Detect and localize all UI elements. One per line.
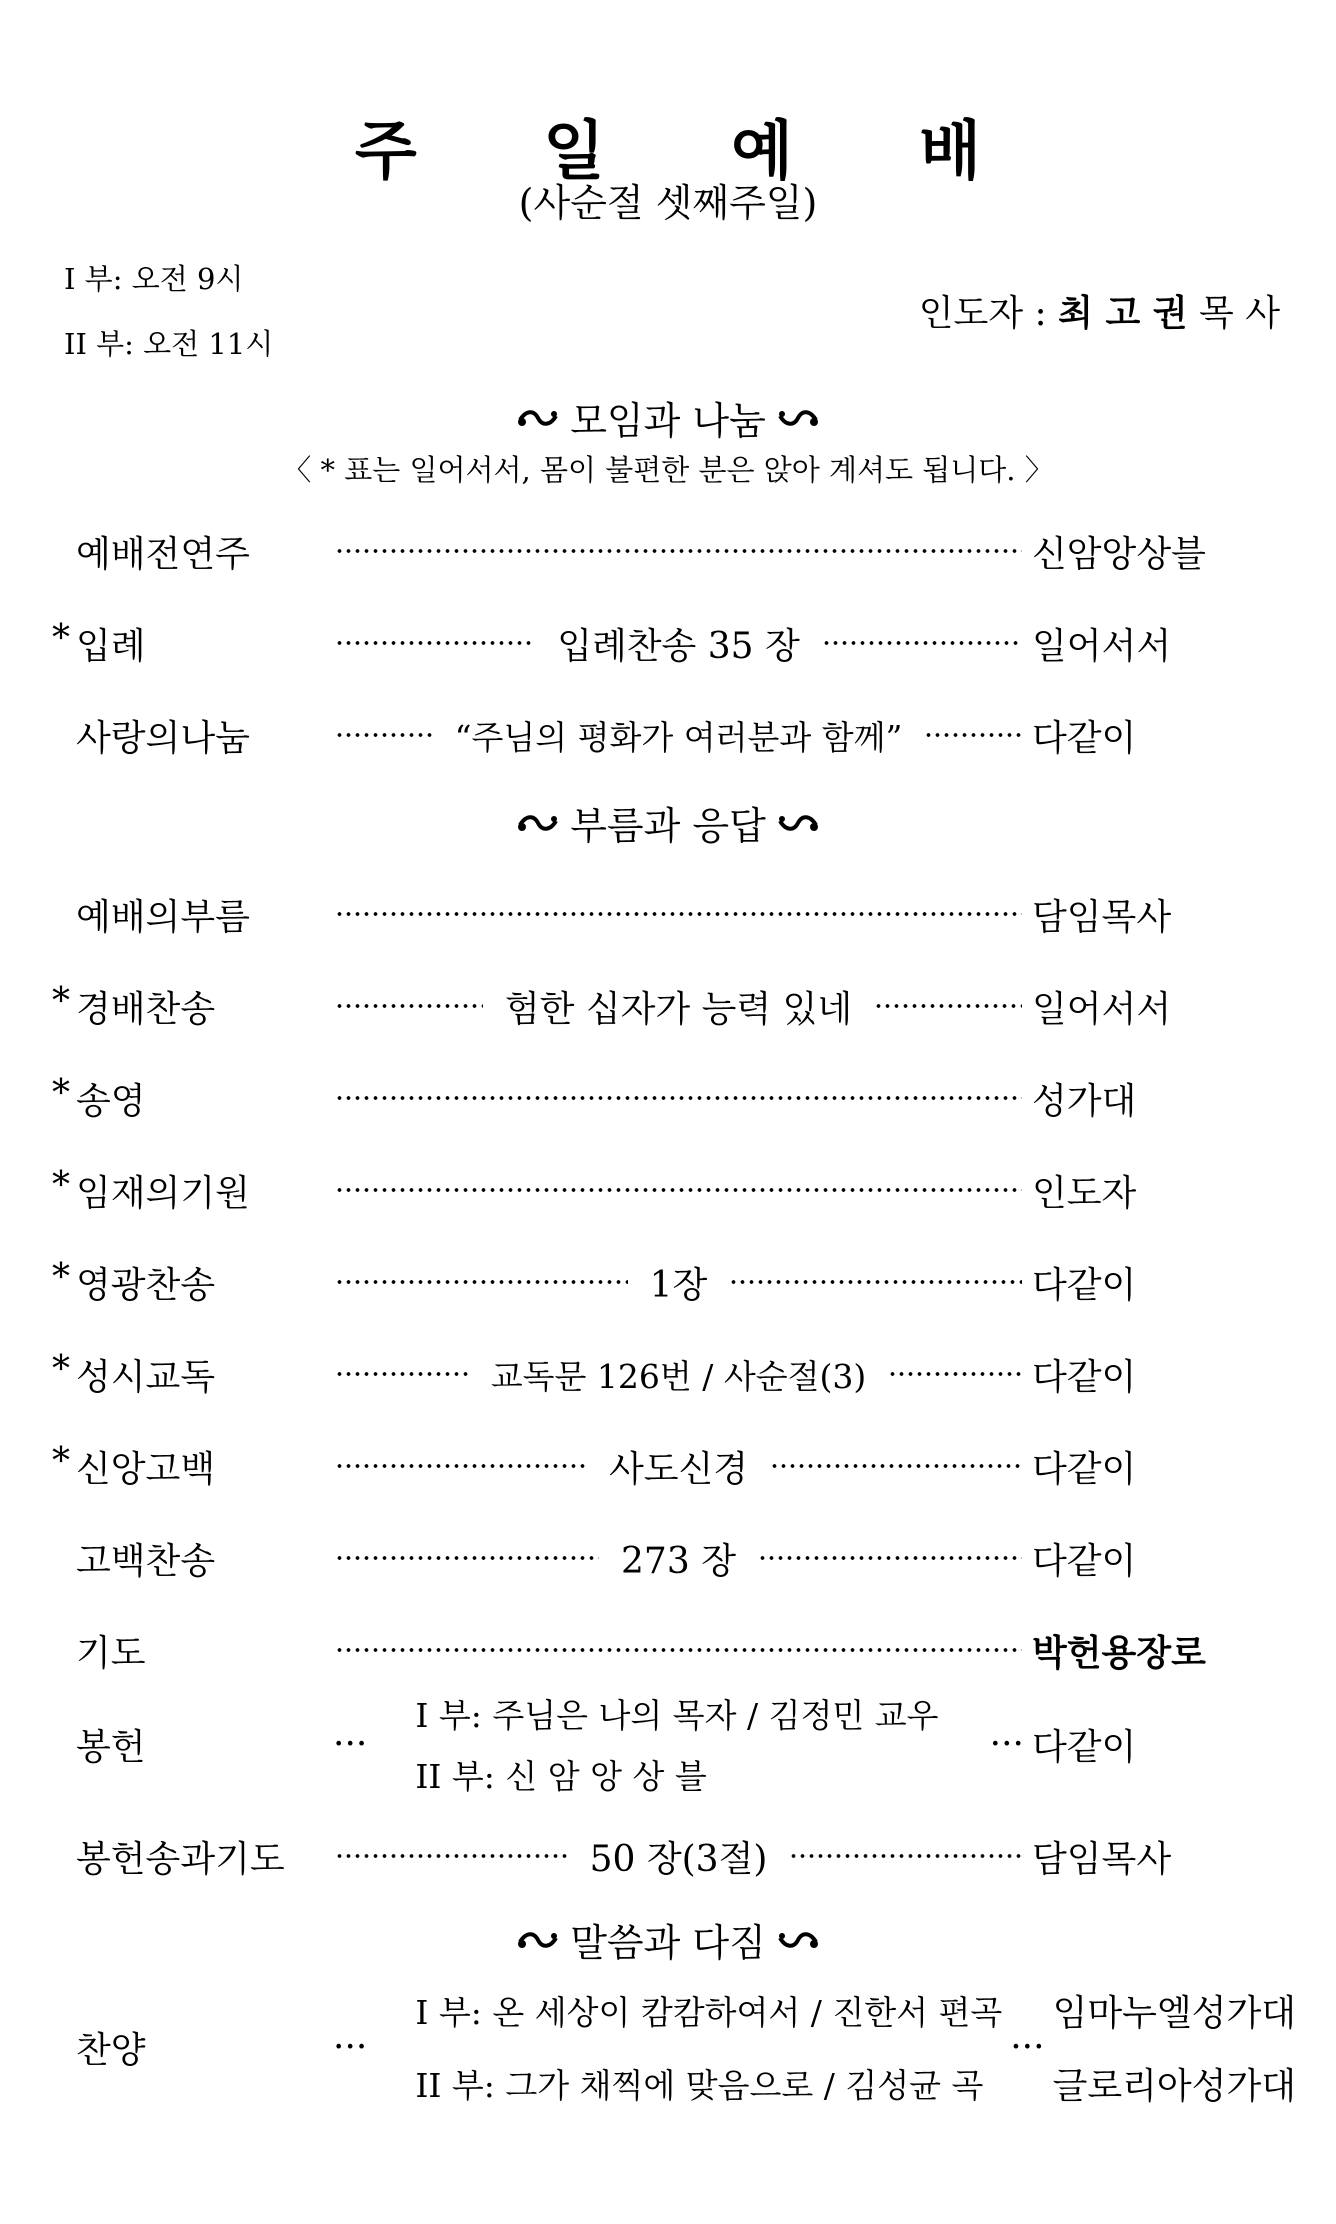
anthem-choir-2: 글로리아성가대 bbox=[1052, 2066, 1296, 2107]
order-label: * 경배찬송 bbox=[52, 980, 216, 1030]
section-heading-gathering: 모임과 나눔 bbox=[0, 390, 1336, 445]
order-label: * 신앙고백 bbox=[52, 1440, 216, 1490]
order-row bbox=[52, 615, 1282, 671]
leader-dots bbox=[335, 733, 433, 737]
order-content: 험한 십자가 능력 있네 bbox=[504, 988, 853, 1030]
order-row bbox=[52, 707, 1282, 763]
order-row bbox=[52, 886, 1282, 942]
leader-dots bbox=[335, 1464, 587, 1468]
offering-line-1: I 부: 주님은 나의 목자 / 김정민 교우 bbox=[415, 1696, 939, 1735]
right-ornament-icon bbox=[776, 406, 820, 430]
service-time-2: II 부: 오전 11시 bbox=[64, 327, 274, 361]
service-time-1: I 부: 오전 9시 bbox=[64, 262, 244, 296]
order-row bbox=[52, 1254, 1282, 1310]
leader-dots bbox=[888, 1372, 1022, 1376]
order-label: * 송영 bbox=[52, 1072, 146, 1122]
anthem-ellipsis: ··· bbox=[333, 2026, 368, 2068]
anthem-ellipsis-right: ··· bbox=[1010, 2026, 1045, 2068]
offering-line-2: II 부: 신 암 앙 상 블 bbox=[415, 1757, 707, 1796]
order-responsible: 다같이 bbox=[1032, 1448, 1137, 1490]
order-content: 사도신경 bbox=[608, 1448, 749, 1490]
offering-label: 봉헌 bbox=[76, 1726, 146, 1768]
order-content: 입례찬송 35 장 bbox=[557, 625, 800, 667]
order-responsible: 인도자 bbox=[1032, 1172, 1137, 1214]
order-content: 교독문 126번 / 사순절(3) bbox=[490, 1356, 867, 1396]
leader-dots bbox=[335, 549, 1022, 553]
offering-ellipsis-left: ··· bbox=[333, 1723, 368, 1765]
anthem-row bbox=[52, 1985, 1296, 2109]
order-responsible: 다같이 bbox=[1032, 717, 1137, 759]
order-responsible: 담임목사 bbox=[1032, 1838, 1172, 1880]
leader-dots bbox=[874, 1004, 1022, 1008]
leader-dots bbox=[924, 733, 1022, 737]
section-heading-word: 말씀과 다짐 bbox=[0, 1912, 1336, 1967]
order-row bbox=[52, 523, 1282, 579]
order-label: 고백찬송 bbox=[76, 1540, 216, 1582]
left-ornament-icon bbox=[516, 1928, 560, 1952]
order-content: “주님의 평화가 여러분과 함께” bbox=[454, 717, 903, 757]
order-label: * 입례 bbox=[52, 617, 146, 667]
leader-dots bbox=[335, 641, 535, 645]
anthem-label: 찬양 bbox=[76, 2029, 146, 2071]
section-heading-call: 부름과 응답 bbox=[0, 795, 1336, 850]
order-responsible: 담임목사 bbox=[1032, 896, 1172, 938]
leader-dots bbox=[758, 1556, 1022, 1560]
order-row bbox=[52, 1530, 1282, 1586]
order-content: 1장 bbox=[649, 1264, 708, 1306]
order-responsible: 성가대 bbox=[1032, 1080, 1137, 1122]
leader-dots bbox=[335, 1372, 469, 1376]
right-ornament-icon bbox=[776, 811, 820, 835]
left-ornament-icon bbox=[516, 406, 560, 430]
page-title: 주 일 예 배 bbox=[354, 114, 1034, 189]
leader-dots bbox=[335, 912, 1022, 916]
order-row bbox=[52, 1438, 1282, 1494]
order-row bbox=[52, 978, 1282, 1034]
order-row bbox=[52, 1622, 1282, 1678]
standing-marker: * bbox=[52, 1348, 70, 1390]
order-label: 사랑의나눔 bbox=[76, 717, 250, 759]
page-subtitle: (사순절 셋째주일) bbox=[518, 181, 818, 225]
leader-dots bbox=[789, 1854, 1022, 1858]
standing-marker: * bbox=[52, 1072, 70, 1114]
leader-dots bbox=[335, 1280, 628, 1284]
order-responsible: 일어서서 bbox=[1032, 625, 1172, 667]
order-responsible: 다같이 bbox=[1032, 1264, 1137, 1306]
offering-ellipsis-right: ··· bbox=[989, 1723, 1024, 1765]
order-label: * 임재의기원 bbox=[52, 1164, 250, 1214]
leader-dots bbox=[335, 1188, 1022, 1192]
standing-marker: * bbox=[52, 617, 70, 659]
leader-dots bbox=[770, 1464, 1022, 1468]
leader-dots bbox=[335, 1096, 1022, 1100]
leader-dots bbox=[335, 1004, 483, 1008]
order-row bbox=[52, 1346, 1282, 1402]
order-label: 기도 bbox=[76, 1632, 146, 1674]
offering-row bbox=[52, 1690, 1282, 1798]
order-responsible: 신암앙상블 bbox=[1032, 533, 1206, 575]
order-row bbox=[52, 1162, 1282, 1218]
order-row bbox=[52, 1828, 1282, 1884]
standing-marker: * bbox=[52, 980, 70, 1022]
leader-dots bbox=[729, 1280, 1022, 1284]
anthem-choir-1: 임마누엘성가대 bbox=[1052, 1993, 1296, 2034]
leader-dots bbox=[822, 641, 1022, 645]
standing-note: 〈 * 표는 일어서서, 몸이 불편한 분은 앉아 계셔도 됩니다. 〉 bbox=[282, 453, 1054, 487]
order-label: 봉헌송과기도 bbox=[76, 1838, 285, 1880]
offering-right: 다같이 bbox=[1032, 1726, 1137, 1768]
order-content: 50 장(3절) bbox=[589, 1838, 768, 1880]
order-label: * 영광찬송 bbox=[52, 1256, 216, 1306]
leader-dots bbox=[335, 1854, 568, 1858]
standing-marker: * bbox=[52, 1256, 70, 1298]
leader-dots bbox=[335, 1648, 1022, 1652]
leader-dots bbox=[335, 1556, 599, 1560]
order-responsible: 다같이 bbox=[1032, 1356, 1137, 1398]
anthem-line-2: II 부: 그가 채찍에 맞음으로 / 김성균 곡 bbox=[415, 2066, 984, 2105]
anthem-line-1: I 부: 온 세상이 캄캄하여서 / 진한서 편곡 bbox=[415, 1993, 1003, 2032]
leader-info: 인도자 : 최 고 권 목 사 bbox=[918, 292, 1280, 334]
order-responsible: 다같이 bbox=[1032, 1540, 1137, 1582]
order-label: * 성시교독 bbox=[52, 1348, 216, 1398]
right-ornament-icon bbox=[776, 1928, 820, 1952]
order-row bbox=[52, 1070, 1282, 1126]
standing-marker: * bbox=[52, 1164, 70, 1206]
order-content: 273 장 bbox=[621, 1540, 736, 1582]
standing-marker: * bbox=[52, 1440, 70, 1482]
order-responsible: 박헌용장로 bbox=[1032, 1631, 1206, 1674]
order-responsible: 일어서서 bbox=[1032, 988, 1172, 1030]
order-label: 예배전연주 bbox=[76, 533, 250, 575]
left-ornament-icon bbox=[516, 811, 560, 835]
order-label: 예배의부름 bbox=[76, 896, 250, 938]
